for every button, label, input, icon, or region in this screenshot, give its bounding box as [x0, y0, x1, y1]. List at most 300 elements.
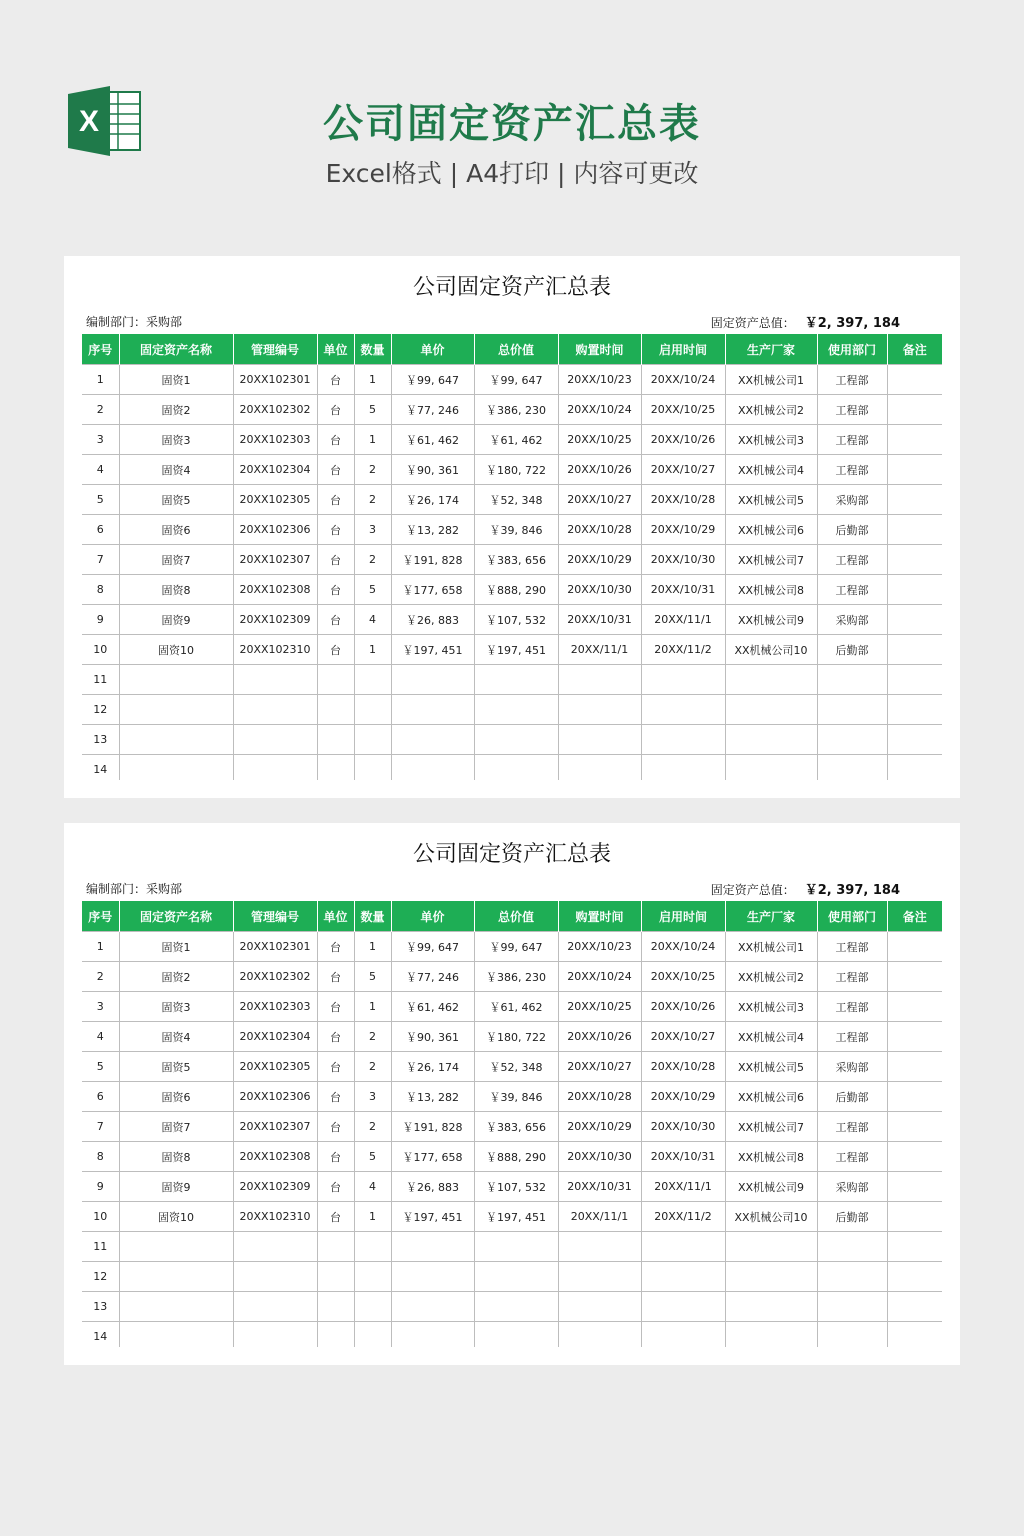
table-cell[interactable]: 20XX102303: [233, 992, 317, 1022]
table-cell[interactable]: 固资5: [119, 485, 233, 515]
table-cell[interactable]: 固资1: [119, 365, 233, 395]
table-cell[interactable]: 工程部: [817, 932, 887, 962]
table-cell[interactable]: [558, 1292, 641, 1322]
table-cell[interactable]: [641, 695, 725, 725]
table-cell[interactable]: 4: [354, 1172, 391, 1202]
table-cell[interactable]: [317, 665, 354, 695]
table-cell[interactable]: ￥61, 462: [474, 992, 558, 1022]
table-cell[interactable]: [887, 575, 942, 605]
table-cell[interactable]: [558, 1232, 641, 1262]
table-cell[interactable]: [817, 695, 887, 725]
table-cell[interactable]: 20XX/10/24: [641, 932, 725, 962]
table-cell[interactable]: [887, 725, 942, 755]
table-cell[interactable]: 台: [317, 1172, 354, 1202]
table-cell[interactable]: 20XX102302: [233, 962, 317, 992]
table-cell[interactable]: 台: [317, 575, 354, 605]
table-cell[interactable]: 20XX/10/30: [558, 575, 641, 605]
table-cell[interactable]: 工程部: [817, 1112, 887, 1142]
table-cell[interactable]: 2: [82, 395, 119, 425]
table-cell[interactable]: 采购部: [817, 605, 887, 635]
table-cell[interactable]: ￥383, 656: [474, 545, 558, 575]
table-cell[interactable]: 11: [82, 1232, 119, 1262]
table-cell[interactable]: [233, 1322, 317, 1348]
table-cell[interactable]: 台: [317, 545, 354, 575]
table-cell[interactable]: 20XX/10/27: [558, 485, 641, 515]
table-cell[interactable]: [317, 755, 354, 781]
table-cell[interactable]: [887, 365, 942, 395]
table-cell[interactable]: 20XX102310: [233, 1202, 317, 1232]
table-cell[interactable]: 10: [82, 635, 119, 665]
table-cell[interactable]: 台: [317, 1142, 354, 1172]
table-cell[interactable]: 14: [82, 1322, 119, 1348]
table-cell[interactable]: [391, 1322, 474, 1348]
table-cell[interactable]: 固资9: [119, 605, 233, 635]
table-cell[interactable]: [354, 725, 391, 755]
table-cell[interactable]: 固资2: [119, 962, 233, 992]
table-cell[interactable]: 12: [82, 695, 119, 725]
table-cell[interactable]: ￥888, 290: [474, 575, 558, 605]
table-cell[interactable]: [641, 1262, 725, 1292]
table-cell[interactable]: 台: [317, 1052, 354, 1082]
table-cell[interactable]: [641, 665, 725, 695]
table-cell[interactable]: [887, 485, 942, 515]
table-cell[interactable]: ￥39, 846: [474, 1082, 558, 1112]
table-cell[interactable]: XX机械公司10: [725, 1202, 817, 1232]
table-cell[interactable]: [725, 665, 817, 695]
table-cell[interactable]: 采购部: [817, 1052, 887, 1082]
table-cell[interactable]: 20XX102305: [233, 1052, 317, 1082]
table-cell[interactable]: XX机械公司9: [725, 605, 817, 635]
table-cell[interactable]: 后勤部: [817, 1082, 887, 1112]
table-cell[interactable]: [354, 1262, 391, 1292]
table-cell[interactable]: ￥13, 282: [391, 515, 474, 545]
table-cell[interactable]: [641, 755, 725, 781]
table-cell[interactable]: 2: [354, 1112, 391, 1142]
table-cell[interactable]: 20XX/10/26: [558, 1022, 641, 1052]
table-cell[interactable]: 4: [354, 605, 391, 635]
table-cell[interactable]: 工程部: [817, 545, 887, 575]
table-cell[interactable]: 固资10: [119, 1202, 233, 1232]
table-cell[interactable]: [317, 725, 354, 755]
table-cell[interactable]: 固资8: [119, 575, 233, 605]
table-cell[interactable]: 20XX/10/23: [558, 365, 641, 395]
table-cell[interactable]: 工程部: [817, 425, 887, 455]
table-cell[interactable]: 20XX/10/28: [558, 1082, 641, 1112]
table-cell[interactable]: ￥26, 174: [391, 1052, 474, 1082]
table-cell[interactable]: [817, 1232, 887, 1262]
table-cell[interactable]: [317, 1292, 354, 1322]
table-cell[interactable]: 20XX/11/1: [641, 1172, 725, 1202]
table-cell[interactable]: 6: [82, 515, 119, 545]
table-cell[interactable]: 13: [82, 1292, 119, 1322]
table-cell[interactable]: XX机械公司2: [725, 962, 817, 992]
table-cell[interactable]: 7: [82, 1112, 119, 1142]
table-cell[interactable]: XX机械公司5: [725, 1052, 817, 1082]
table-cell[interactable]: 5: [354, 395, 391, 425]
table-cell[interactable]: [887, 665, 942, 695]
table-cell[interactable]: [641, 725, 725, 755]
table-cell[interactable]: 后勤部: [817, 635, 887, 665]
table-cell[interactable]: [887, 1052, 942, 1082]
table-cell[interactable]: 1: [354, 635, 391, 665]
table-cell[interactable]: 20XX/10/30: [641, 1112, 725, 1142]
table-cell[interactable]: ￥191, 828: [391, 545, 474, 575]
table-cell[interactable]: 3: [82, 992, 119, 1022]
table-cell[interactable]: [391, 725, 474, 755]
table-cell[interactable]: 7: [82, 545, 119, 575]
table-cell[interactable]: [391, 695, 474, 725]
table-cell[interactable]: ￥52, 348: [474, 1052, 558, 1082]
table-cell[interactable]: [887, 1142, 942, 1172]
table-cell[interactable]: XX机械公司1: [725, 932, 817, 962]
table-cell[interactable]: [887, 635, 942, 665]
table-cell[interactable]: 工程部: [817, 1022, 887, 1052]
table-cell[interactable]: 5: [354, 575, 391, 605]
table-cell[interactable]: 5: [354, 962, 391, 992]
table-cell[interactable]: 1: [354, 1202, 391, 1232]
table-cell[interactable]: [233, 1262, 317, 1292]
table-cell[interactable]: [887, 932, 942, 962]
table-cell[interactable]: ￥197, 451: [474, 635, 558, 665]
table-cell[interactable]: XX机械公司8: [725, 1142, 817, 1172]
table-cell[interactable]: 台: [317, 992, 354, 1022]
table-cell[interactable]: 8: [82, 1142, 119, 1172]
table-cell[interactable]: 4: [82, 1022, 119, 1052]
table-cell[interactable]: 2: [354, 485, 391, 515]
table-cell[interactable]: 14: [82, 755, 119, 781]
table-cell[interactable]: ￥52, 348: [474, 485, 558, 515]
table-cell[interactable]: 5: [354, 1142, 391, 1172]
table-cell[interactable]: 11: [82, 665, 119, 695]
table-cell[interactable]: [119, 1322, 233, 1348]
table-cell[interactable]: 台: [317, 1082, 354, 1112]
table-cell[interactable]: [725, 1232, 817, 1262]
table-cell[interactable]: ￥107, 532: [474, 605, 558, 635]
table-cell[interactable]: 台: [317, 485, 354, 515]
table-cell[interactable]: [725, 1322, 817, 1348]
table-cell[interactable]: [558, 1322, 641, 1348]
table-cell[interactable]: [558, 665, 641, 695]
table-cell[interactable]: 20XX102304: [233, 1022, 317, 1052]
table-cell[interactable]: 3: [354, 1082, 391, 1112]
table-cell[interactable]: [391, 1262, 474, 1292]
table-cell[interactable]: ￥197, 451: [474, 1202, 558, 1232]
table-cell[interactable]: ￥180, 722: [474, 1022, 558, 1052]
table-cell[interactable]: XX机械公司1: [725, 365, 817, 395]
table-cell[interactable]: [725, 725, 817, 755]
table-cell[interactable]: [391, 755, 474, 781]
table-cell[interactable]: ￥61, 462: [391, 992, 474, 1022]
table-cell[interactable]: [474, 1292, 558, 1322]
table-cell[interactable]: 20XX102301: [233, 365, 317, 395]
table-cell[interactable]: ￥197, 451: [391, 635, 474, 665]
table-cell[interactable]: 固资10: [119, 635, 233, 665]
table-cell[interactable]: [887, 605, 942, 635]
table-cell[interactable]: [817, 1322, 887, 1348]
table-cell[interactable]: [725, 1262, 817, 1292]
table-cell[interactable]: ￥191, 828: [391, 1112, 474, 1142]
table-cell[interactable]: 固资7: [119, 1112, 233, 1142]
table-cell[interactable]: 20XX/11/2: [641, 635, 725, 665]
table-cell[interactable]: ￥77, 246: [391, 962, 474, 992]
table-cell[interactable]: [354, 665, 391, 695]
table-cell[interactable]: ￥99, 647: [474, 365, 558, 395]
table-cell[interactable]: 固资6: [119, 1082, 233, 1112]
table-cell[interactable]: 20XX/10/31: [558, 605, 641, 635]
table-cell[interactable]: 20XX/10/25: [558, 425, 641, 455]
table-cell[interactable]: [725, 755, 817, 781]
table-cell[interactable]: [887, 1262, 942, 1292]
table-cell[interactable]: [817, 665, 887, 695]
table-cell[interactable]: [354, 755, 391, 781]
table-cell[interactable]: 台: [317, 395, 354, 425]
table-cell[interactable]: XX机械公司4: [725, 1022, 817, 1052]
table-cell[interactable]: 20XX102307: [233, 1112, 317, 1142]
table-cell[interactable]: 5: [82, 1052, 119, 1082]
table-cell[interactable]: XX机械公司7: [725, 1112, 817, 1142]
table-cell[interactable]: [317, 1322, 354, 1348]
table-cell[interactable]: [817, 1262, 887, 1292]
table-cell[interactable]: 工程部: [817, 455, 887, 485]
table-cell[interactable]: [725, 695, 817, 725]
table-cell[interactable]: XX机械公司4: [725, 455, 817, 485]
table-cell[interactable]: 工程部: [817, 1142, 887, 1172]
table-cell[interactable]: [887, 1082, 942, 1112]
table-cell[interactable]: ￥77, 246: [391, 395, 474, 425]
table-cell[interactable]: 台: [317, 1112, 354, 1142]
table-cell[interactable]: 20XX102301: [233, 932, 317, 962]
table-cell[interactable]: [887, 1172, 942, 1202]
table-cell[interactable]: ￥90, 361: [391, 455, 474, 485]
table-cell[interactable]: 20XX/11/1: [641, 605, 725, 635]
table-cell[interactable]: 台: [317, 455, 354, 485]
table-cell[interactable]: 13: [82, 725, 119, 755]
table-cell[interactable]: [233, 695, 317, 725]
table-cell[interactable]: [558, 695, 641, 725]
table-cell[interactable]: 20XX/10/27: [558, 1052, 641, 1082]
table-cell[interactable]: XX机械公司8: [725, 575, 817, 605]
table-cell[interactable]: [474, 1262, 558, 1292]
table-cell[interactable]: ￥107, 532: [474, 1172, 558, 1202]
table-cell[interactable]: 固资5: [119, 1052, 233, 1082]
table-cell[interactable]: ￥26, 883: [391, 605, 474, 635]
table-cell[interactable]: 20XX/10/30: [558, 1142, 641, 1172]
table-cell[interactable]: 固资9: [119, 1172, 233, 1202]
table-cell[interactable]: [887, 1112, 942, 1142]
table-cell[interactable]: XX机械公司6: [725, 515, 817, 545]
table-cell[interactable]: 台: [317, 1022, 354, 1052]
table-cell[interactable]: 固资4: [119, 455, 233, 485]
table-cell[interactable]: 8: [82, 575, 119, 605]
table-cell[interactable]: 台: [317, 365, 354, 395]
table-cell[interactable]: 20XX102305: [233, 485, 317, 515]
table-cell[interactable]: 工程部: [817, 575, 887, 605]
table-cell[interactable]: 台: [317, 962, 354, 992]
table-cell[interactable]: 20XX/10/26: [558, 455, 641, 485]
table-cell[interactable]: [887, 962, 942, 992]
table-cell[interactable]: ￥197, 451: [391, 1202, 474, 1232]
table-cell[interactable]: 工程部: [817, 395, 887, 425]
table-cell[interactable]: 20XX/10/25: [558, 992, 641, 1022]
table-cell[interactable]: 20XX/10/25: [641, 395, 725, 425]
table-cell[interactable]: [317, 695, 354, 725]
table-cell[interactable]: ￥386, 230: [474, 962, 558, 992]
table-cell[interactable]: 20XX/10/28: [558, 515, 641, 545]
table-cell[interactable]: 6: [82, 1082, 119, 1112]
table-cell[interactable]: XX机械公司5: [725, 485, 817, 515]
table-cell[interactable]: 20XX/10/26: [641, 425, 725, 455]
table-cell[interactable]: 20XX102309: [233, 1172, 317, 1202]
table-cell[interactable]: 固资3: [119, 992, 233, 1022]
table-cell[interactable]: ￥386, 230: [474, 395, 558, 425]
table-cell[interactable]: 固资7: [119, 545, 233, 575]
table-cell[interactable]: 20XX102309: [233, 605, 317, 635]
table-cell[interactable]: 20XX/10/24: [641, 365, 725, 395]
table-cell[interactable]: 20XX102310: [233, 635, 317, 665]
table-cell[interactable]: 20XX/10/25: [641, 962, 725, 992]
table-cell[interactable]: [119, 755, 233, 781]
table-cell[interactable]: 后勤部: [817, 515, 887, 545]
table-cell[interactable]: ￥99, 647: [391, 365, 474, 395]
table-cell[interactable]: XX机械公司6: [725, 1082, 817, 1112]
table-cell[interactable]: [641, 1292, 725, 1322]
table-cell[interactable]: [817, 725, 887, 755]
table-cell[interactable]: [119, 1292, 233, 1322]
table-cell[interactable]: 台: [317, 515, 354, 545]
table-cell[interactable]: 固资1: [119, 932, 233, 962]
table-cell[interactable]: ￥888, 290: [474, 1142, 558, 1172]
table-cell[interactable]: [725, 1292, 817, 1322]
table-cell[interactable]: 20XX/10/28: [641, 485, 725, 515]
table-cell[interactable]: 3: [82, 425, 119, 455]
table-cell[interactable]: 20XX/10/28: [641, 1052, 725, 1082]
table-cell[interactable]: [233, 725, 317, 755]
table-cell[interactable]: [119, 695, 233, 725]
table-cell[interactable]: 20XX/10/24: [558, 962, 641, 992]
table-cell[interactable]: ￥99, 647: [474, 932, 558, 962]
table-cell[interactable]: XX机械公司3: [725, 425, 817, 455]
table-cell[interactable]: 20XX102303: [233, 425, 317, 455]
table-cell[interactable]: [119, 665, 233, 695]
table-cell[interactable]: [887, 755, 942, 781]
table-cell[interactable]: ￥26, 174: [391, 485, 474, 515]
table-cell[interactable]: [119, 1262, 233, 1292]
table-cell[interactable]: 固资8: [119, 1142, 233, 1172]
table-cell[interactable]: 台: [317, 605, 354, 635]
table-cell[interactable]: [887, 1322, 942, 1348]
table-cell[interactable]: 2: [354, 455, 391, 485]
table-cell[interactable]: 1: [354, 365, 391, 395]
table-cell[interactable]: 20XX/10/23: [558, 932, 641, 962]
table-cell[interactable]: [817, 755, 887, 781]
table-cell[interactable]: 3: [354, 515, 391, 545]
table-cell[interactable]: [887, 425, 942, 455]
table-cell[interactable]: ￥90, 361: [391, 1022, 474, 1052]
table-cell[interactable]: 20XX/10/29: [558, 1112, 641, 1142]
table-cell[interactable]: 5: [82, 485, 119, 515]
table-cell[interactable]: [887, 515, 942, 545]
table-cell[interactable]: 9: [82, 605, 119, 635]
table-cell[interactable]: [233, 665, 317, 695]
table-cell[interactable]: [474, 725, 558, 755]
table-cell[interactable]: XX机械公司2: [725, 395, 817, 425]
table-cell[interactable]: 1: [354, 425, 391, 455]
table-cell[interactable]: [887, 1292, 942, 1322]
table-cell[interactable]: [887, 395, 942, 425]
table-cell[interactable]: 20XX102306: [233, 1082, 317, 1112]
table-cell[interactable]: ￥99, 647: [391, 932, 474, 962]
table-cell[interactable]: 20XX/10/24: [558, 395, 641, 425]
table-cell[interactable]: [887, 992, 942, 1022]
table-cell[interactable]: XX机械公司3: [725, 992, 817, 1022]
table-cell[interactable]: [558, 755, 641, 781]
table-cell[interactable]: [887, 695, 942, 725]
table-cell[interactable]: [474, 1322, 558, 1348]
table-cell[interactable]: 20XX102307: [233, 545, 317, 575]
table-cell[interactable]: 2: [354, 545, 391, 575]
table-cell[interactable]: 20XX/10/29: [641, 515, 725, 545]
table-cell[interactable]: 固资3: [119, 425, 233, 455]
table-cell[interactable]: 2: [354, 1052, 391, 1082]
table-cell[interactable]: ￥180, 722: [474, 455, 558, 485]
table-cell[interactable]: 12: [82, 1262, 119, 1292]
table-cell[interactable]: 20XX/11/1: [558, 635, 641, 665]
table-cell[interactable]: ￥61, 462: [391, 425, 474, 455]
table-cell[interactable]: [233, 755, 317, 781]
table-cell[interactable]: 固资6: [119, 515, 233, 545]
table-cell[interactable]: 1: [354, 932, 391, 962]
table-cell[interactable]: 20XX/10/26: [641, 992, 725, 1022]
table-cell[interactable]: [354, 1232, 391, 1262]
table-cell[interactable]: XX机械公司9: [725, 1172, 817, 1202]
table-cell[interactable]: 后勤部: [817, 1202, 887, 1232]
table-cell[interactable]: 固资4: [119, 1022, 233, 1052]
table-cell[interactable]: 20XX/10/27: [641, 455, 725, 485]
table-cell[interactable]: 20XX/10/29: [558, 545, 641, 575]
table-cell[interactable]: 工程部: [817, 992, 887, 1022]
table-cell[interactable]: 20XX102304: [233, 455, 317, 485]
table-cell[interactable]: [233, 1232, 317, 1262]
table-cell[interactable]: ￥383, 656: [474, 1112, 558, 1142]
table-cell[interactable]: [119, 1232, 233, 1262]
table-cell[interactable]: XX机械公司10: [725, 635, 817, 665]
table-cell[interactable]: [317, 1232, 354, 1262]
table-cell[interactable]: [354, 1322, 391, 1348]
table-cell[interactable]: [817, 1292, 887, 1322]
table-cell[interactable]: ￥26, 883: [391, 1172, 474, 1202]
table-cell[interactable]: 1: [82, 365, 119, 395]
table-cell[interactable]: [474, 665, 558, 695]
table-cell[interactable]: 20XX/10/30: [641, 545, 725, 575]
table-cell[interactable]: [354, 695, 391, 725]
table-cell[interactable]: 20XX102308: [233, 575, 317, 605]
table-cell[interactable]: [474, 1232, 558, 1262]
table-cell[interactable]: [641, 1322, 725, 1348]
table-cell[interactable]: [474, 755, 558, 781]
table-cell[interactable]: ￥61, 462: [474, 425, 558, 455]
table-cell[interactable]: 工程部: [817, 365, 887, 395]
table-cell[interactable]: 20XX/10/31: [641, 575, 725, 605]
table-cell[interactable]: [887, 1202, 942, 1232]
table-cell[interactable]: 固资2: [119, 395, 233, 425]
table-cell[interactable]: 工程部: [817, 962, 887, 992]
table-cell[interactable]: ￥177, 658: [391, 1142, 474, 1172]
table-cell[interactable]: [558, 1262, 641, 1292]
table-cell[interactable]: [887, 1232, 942, 1262]
table-cell[interactable]: 采购部: [817, 485, 887, 515]
table-cell[interactable]: 台: [317, 1202, 354, 1232]
table-cell[interactable]: 2: [354, 1022, 391, 1052]
